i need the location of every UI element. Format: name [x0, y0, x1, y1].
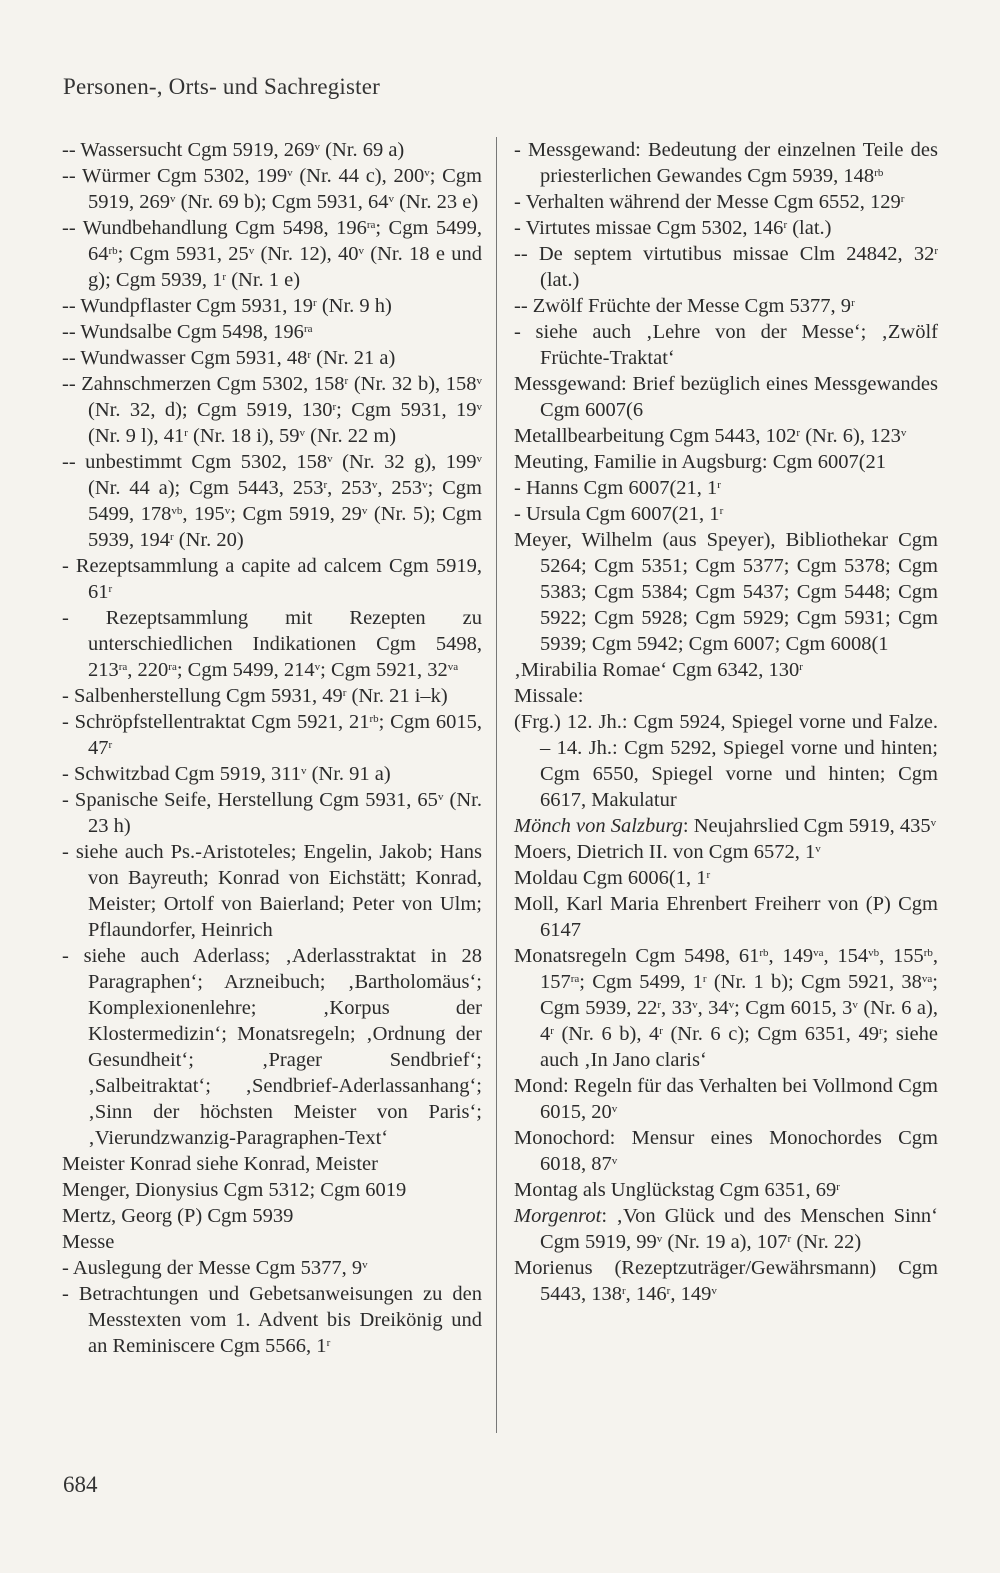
index-entry: Monochord: Mensur eines Monochordes Cgm 6018, 87$^v$ — [514, 1127, 938, 1175]
index-entry: Morgenrot: ‚Von Glück und des Menschen Sinn‘ Cgm 5919, 99$^v$ (Nr. 19 a), 107$^r$ (Nr. 22) — [514, 1205, 938, 1253]
index-entry: - Rezeptsammlung a capite ad calcem Cgm 5919, 61$^r$ — [62, 555, 482, 603]
index-entry: Mond: Regeln für das Verhalten bei Vollmond Cgm 6015, 20$^v$ — [514, 1075, 938, 1123]
index-entry: - Schwitzbad Cgm 5919, 311$^v$ (Nr. 91 a) — [62, 763, 391, 785]
index-entry: Moers, Dietrich II. von Cgm 6572, 1$^v$ — [514, 841, 821, 863]
page-number: 684 — [63, 1472, 98, 1497]
index-entry: -- Wassersucht Cgm 5919, 269$^v$ (Nr. 69 a) — [62, 139, 405, 161]
index-column-left — [62, 137, 482, 1359]
index-entry: Menger, Dionysius Cgm 5312; Cgm 6019 — [62, 1179, 407, 1201]
index-entry: Metallbearbeitung Cgm 5443, 102$^r$ (Nr. 6), 123$^v$ — [514, 425, 907, 447]
index-entry: -- Wundbehandlung Cgm 5498, $196^{ra}$; Cgm 5499, $64^{rb}$; Cgm 5931, 25$^v$ (Nr. 12), 40$^v$ (Nr. 18 e und g); Cgm 5939, 1$^r$ (Nr. 1 e) — [62, 217, 482, 291]
index-entry: - Ursula Cgm 6007(21, 1$^r$ — [514, 503, 724, 525]
index-entry: - Auslegung der Messe Cgm 5377, 9$^v$ — [62, 1257, 368, 1279]
index-entry: Morienus (Rezeptzuträger/Gewährsmann) Cgm 5443, 138$^r$, 146$^r$, 149$^v$ — [514, 1257, 938, 1305]
index-entry: - siehe auch ‚Lehre von der Messe‘; ‚Zwölf Früchte-Traktat‘ — [514, 321, 938, 369]
index-entry: - Schröpfstellentraktat Cgm 5921, $21^{rb}$; Cgm 6015, 47$^r$ — [62, 711, 482, 759]
index-entry: -- Wundwasser Cgm 5931, 48$^r$ (Nr. 21 a) — [62, 347, 396, 369]
index-entry: -- Würmer Cgm 5302, 199$^v$ (Nr. 44 c), 200$^v$; Cgm 5919, 269$^v$ (Nr. 69 b); Cgm 5931, 64$^v$ (Nr. 23 e) — [62, 165, 482, 213]
index-column-right — [514, 137, 938, 1307]
index-entry: - siehe auch Ps.-Aristoteles; Engelin, Jakob; Hans von Bayreuth; Konrad von Eichstätt; Konrad, Meister; Ortolf von Baierland; Peter von Ulm; Pflaundorfer, Heinrich — [62, 841, 482, 941]
index-entry: Mertz, Georg (P) Cgm 5939 — [62, 1205, 294, 1227]
column-divider — [496, 137, 497, 1433]
index-entry: - Hanns Cgm 6007(21, 1$^r$ — [514, 477, 721, 499]
index-entry: Messgewand: Brief bezüglich eines Messgewandes Cgm 6007(6 — [514, 373, 938, 421]
index-entry: Meister Konrad siehe Konrad, Meister — [62, 1153, 378, 1175]
index-entry: -- Wundsalbe Cgm 5498, $196^{ra}$ — [62, 321, 313, 343]
index-entry: Montag als Unglückstag Cgm 6351, 69$^r$ — [514, 1179, 840, 1201]
index-entry: -- Wundpflaster Cgm 5931, 19$^r$ (Nr. 9 h) — [62, 295, 392, 317]
index-entry: - Virtutes missae Cgm 5302, 146$^r$ (lat.) — [514, 217, 832, 239]
index-entry: -- De septem virtutibus missae Clm 24842, 32$^r$ (lat.) — [514, 243, 938, 291]
index-entry: -- Zwölf Früchte der Messe Cgm 5377, 9$^r$ — [514, 295, 855, 317]
index-entry: Meyer, Wilhelm (aus Speyer), Bibliothekar Cgm 5264; Cgm 5351; Cgm 5377; Cgm 5378; Cgm 5383; Cgm 5384; Cgm 5437; Cgm 5448; Cgm 5922; Cgm 5928; Cgm 5929; Cgm 5931; Cgm 5939; Cgm 5942; Cgm 6007; Cgm 6008(1 — [514, 529, 938, 655]
running-title: Personen-, Orts- und Sachregister — [63, 74, 381, 99]
index-entry: Meuting, Familie in Augsburg: Cgm 6007(21 — [514, 451, 887, 473]
index-entry: Missale: — [514, 685, 584, 707]
index-entry: Messe — [62, 1231, 115, 1253]
index-entry: -- unbestimmt Cgm 5302, 158$^v$ (Nr. 32 g), 199$^v$ (Nr. 44 a); Cgm 5443, 253$^r$, 253$^v$, 253$^v$; Cgm 5499, $178^{vb}$, 195$^v$; Cgm 5919, 29$^v$ (Nr. 5); Cgm 5939, 194$^r$ (Nr. 20) — [62, 451, 483, 551]
index-entry: ‚Mirabilia Romae‘ Cgm 6342, 130$^r$ — [514, 659, 803, 681]
index-entry: Moll, Karl Maria Ehrenbert Freiherr von (P) Cgm 6147 — [514, 893, 938, 941]
index-entry: - Messgewand: Bedeutung der einzelnen Teile des priesterlichen Gewandes Cgm 5939, $148^{rb}$ — [514, 139, 938, 187]
index-entry: Mönch von Salzburg: Neujahrslied Cgm 5919, 435$^v$ — [514, 815, 937, 837]
index-entry: (Frg.) 12. Jh.: Cgm 5924, Spiegel vorne und Falze. – 14. Jh.: Cgm 5292, Spiegel vorne und hinten; Cgm 6550, Spiegel vorne und hinten; Cgm 6617, Makulatur — [514, 711, 938, 811]
index-entry: - Verhalten während der Messe Cgm 6552, 129$^r$ — [514, 191, 905, 213]
index-entry: - siehe auch Aderlass; ‚Aderlasstraktat in 28 Paragraphen‘; Arzneibuch; ‚Bartholomäus‘; Komplexionenlehre; ‚Korpus der Klostermedizin‘; Monatsregeln; ‚Ordnung der Gesundheit‘; ‚Prager Sendbrief‘; ‚Salbeitraktat‘; ‚Sendbrief-Aderlassanhang‘; ‚Sinn der höchsten Meister von Paris‘; ‚Vierundzwanzig-Paragraphen-Text‘ — [62, 945, 482, 1149]
index-entry: - Spanische Seife, Herstellung Cgm 5931, 65$^v$ (Nr. 23 h) — [62, 789, 482, 837]
index-entry: - Salbenherstellung Cgm 5931, 49$^r$ (Nr. 21 i–k) — [62, 685, 448, 707]
index-entry: Monatsregeln Cgm 5498, $61^{rb}$, $149^{va}$, $154^{vb}$, $155^{rb}$, $157^{ra}$; Cgm 5499, 1$^r$ (Nr. 1 b); Cgm 5921, $38^{va}$; Cgm 5939, 22$^r$, 33$^v$, 34$^v$; Cgm 6015, 3$^v$ (Nr. 6 a), 4$^r$ (Nr. 6 b), 4$^r$ (Nr. 6 c); Cgm 6351, 49$^r$; siehe auch ‚In Jano claris‘ — [514, 945, 939, 1071]
index-entry: - Rezeptsammlung mit Rezepten zu unterschiedlichen Indikationen Cgm 5498, $213^{ra}$, $220^{ra}$; Cgm 5499, 214$^v$; Cgm 5921, $32^{va}$ — [62, 607, 482, 681]
index-entry: - Betrachtungen und Gebetsanweisungen zu den Messtexten vom 1. Advent bis Dreikönig und an Reminiscere Cgm 5566, 1$^r$ — [62, 1283, 482, 1357]
index-entry: Moldau Cgm 6006(1, 1$^r$ — [514, 867, 711, 889]
index-entry: -- Zahnschmerzen Cgm 5302, 158$^r$ (Nr. 32 b), 158$^v$ (Nr. 32, d); Cgm 5919, 130$^r$; Cgm 5931, 19$^v$ (Nr. 9 l), 41$^r$ (Nr. 18 i), 59$^v$ (Nr. 22 m) — [62, 373, 482, 447]
